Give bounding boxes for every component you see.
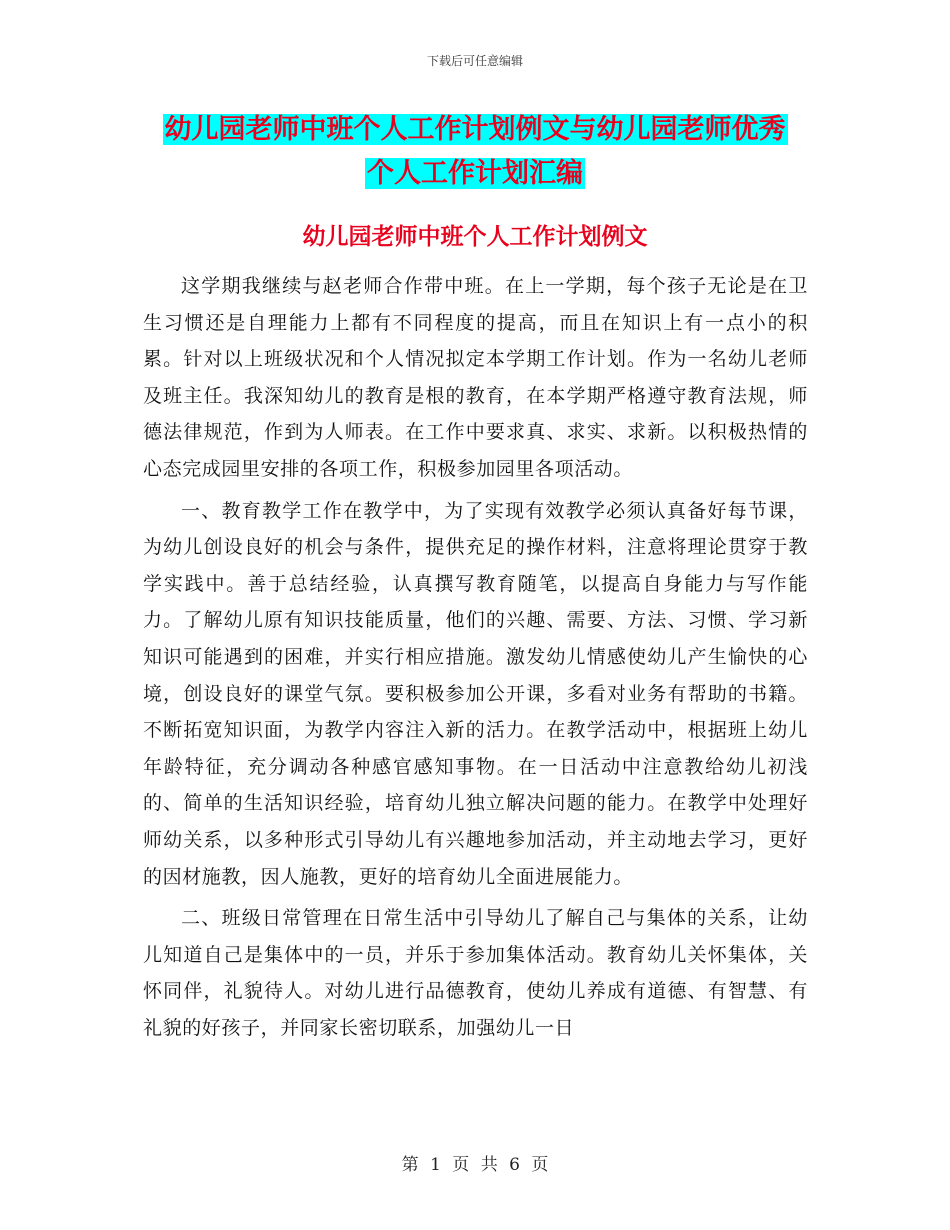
document-title-text-1: 幼儿园老师中班个人工作计划例文与幼儿园老师优秀 [164,114,786,145]
document-body [143,268,808,1051]
document-title-line-1 [0,110,950,150]
document-title-line-2 [0,154,950,194]
paragraph-intro: 这学期我继续与赵老师合作带中班。在上一学期，每个孩子无论是在卫生习惯还是自理能力上都有不同程度的提高，而且在知识上有一点小的积累。针对以上班级状况和个人情况拟定本学期工作计划。作为一名幼儿老师及班主任。我深知幼儿的教育是根的教育，在本学期严格遵守教育法规，师德法律规范，作到为人师表。在工作中要求真、求实、求新。以积极热情的心态完成园里安排的各项工作，积极参加园里各项活动。 [143,275,808,480]
section-title: 幼儿园老师中班个人工作计划例文 [302,224,648,250]
header-note: 下载后可任意编辑 [426,54,523,68]
page-number-footer: 第 1 页 共 6 页 [401,1155,549,1175]
paragraph-class-management: 二、班级日常管理在日常生活中引导幼儿了解自己与集体的关系，让幼儿知道自己是集体中的一员，并乐于参加集体活动。教育幼儿关怀集体，关怀同伴，礼貌待人。对幼儿进行品德教育，使幼儿养成有道德、有智慧、有礼貌的好孩子，并同家长密切联系，加强幼儿一日 [143,907,808,1039]
document-title-text-2: 个人工作计划汇编 [367,158,583,189]
paragraph-teaching-work: 一、教育教学工作在教学中，为了实现有效教学必须认真备好每节课，为幼儿创设良好的机会与条件，提供充足的操作材料，注意将理论贯穿于教学实践中。善于总结经验，认真撰写教育随笔，以提高自身能力与写作能力。了解幼儿原有知识技能质量，他们的兴趣、需要、方法、习惯、学习新知识可能遇到的困难，并实行相应措施。激发幼儿情感使幼儿产生愉快的心境，创设良好的课堂气氛。要积极参加公开课，多看对业务有帮助的书籍。不断拓宽知识面，为教学内容注入新的活力。在教学活动中，根据班上幼儿年龄特征，充分调动各种感官感知事物。在一日活动中注意教给幼儿初浅的、简单的生活知识经验，培育幼儿独立解决问题的能力。在教学中处理好师幼关系，以多种形式引导幼儿有兴趣地参加活动，并主动地去学习，更好的因材施教，因人施教，更好的培育幼儿全面进展能力。 [143,499,808,888]
